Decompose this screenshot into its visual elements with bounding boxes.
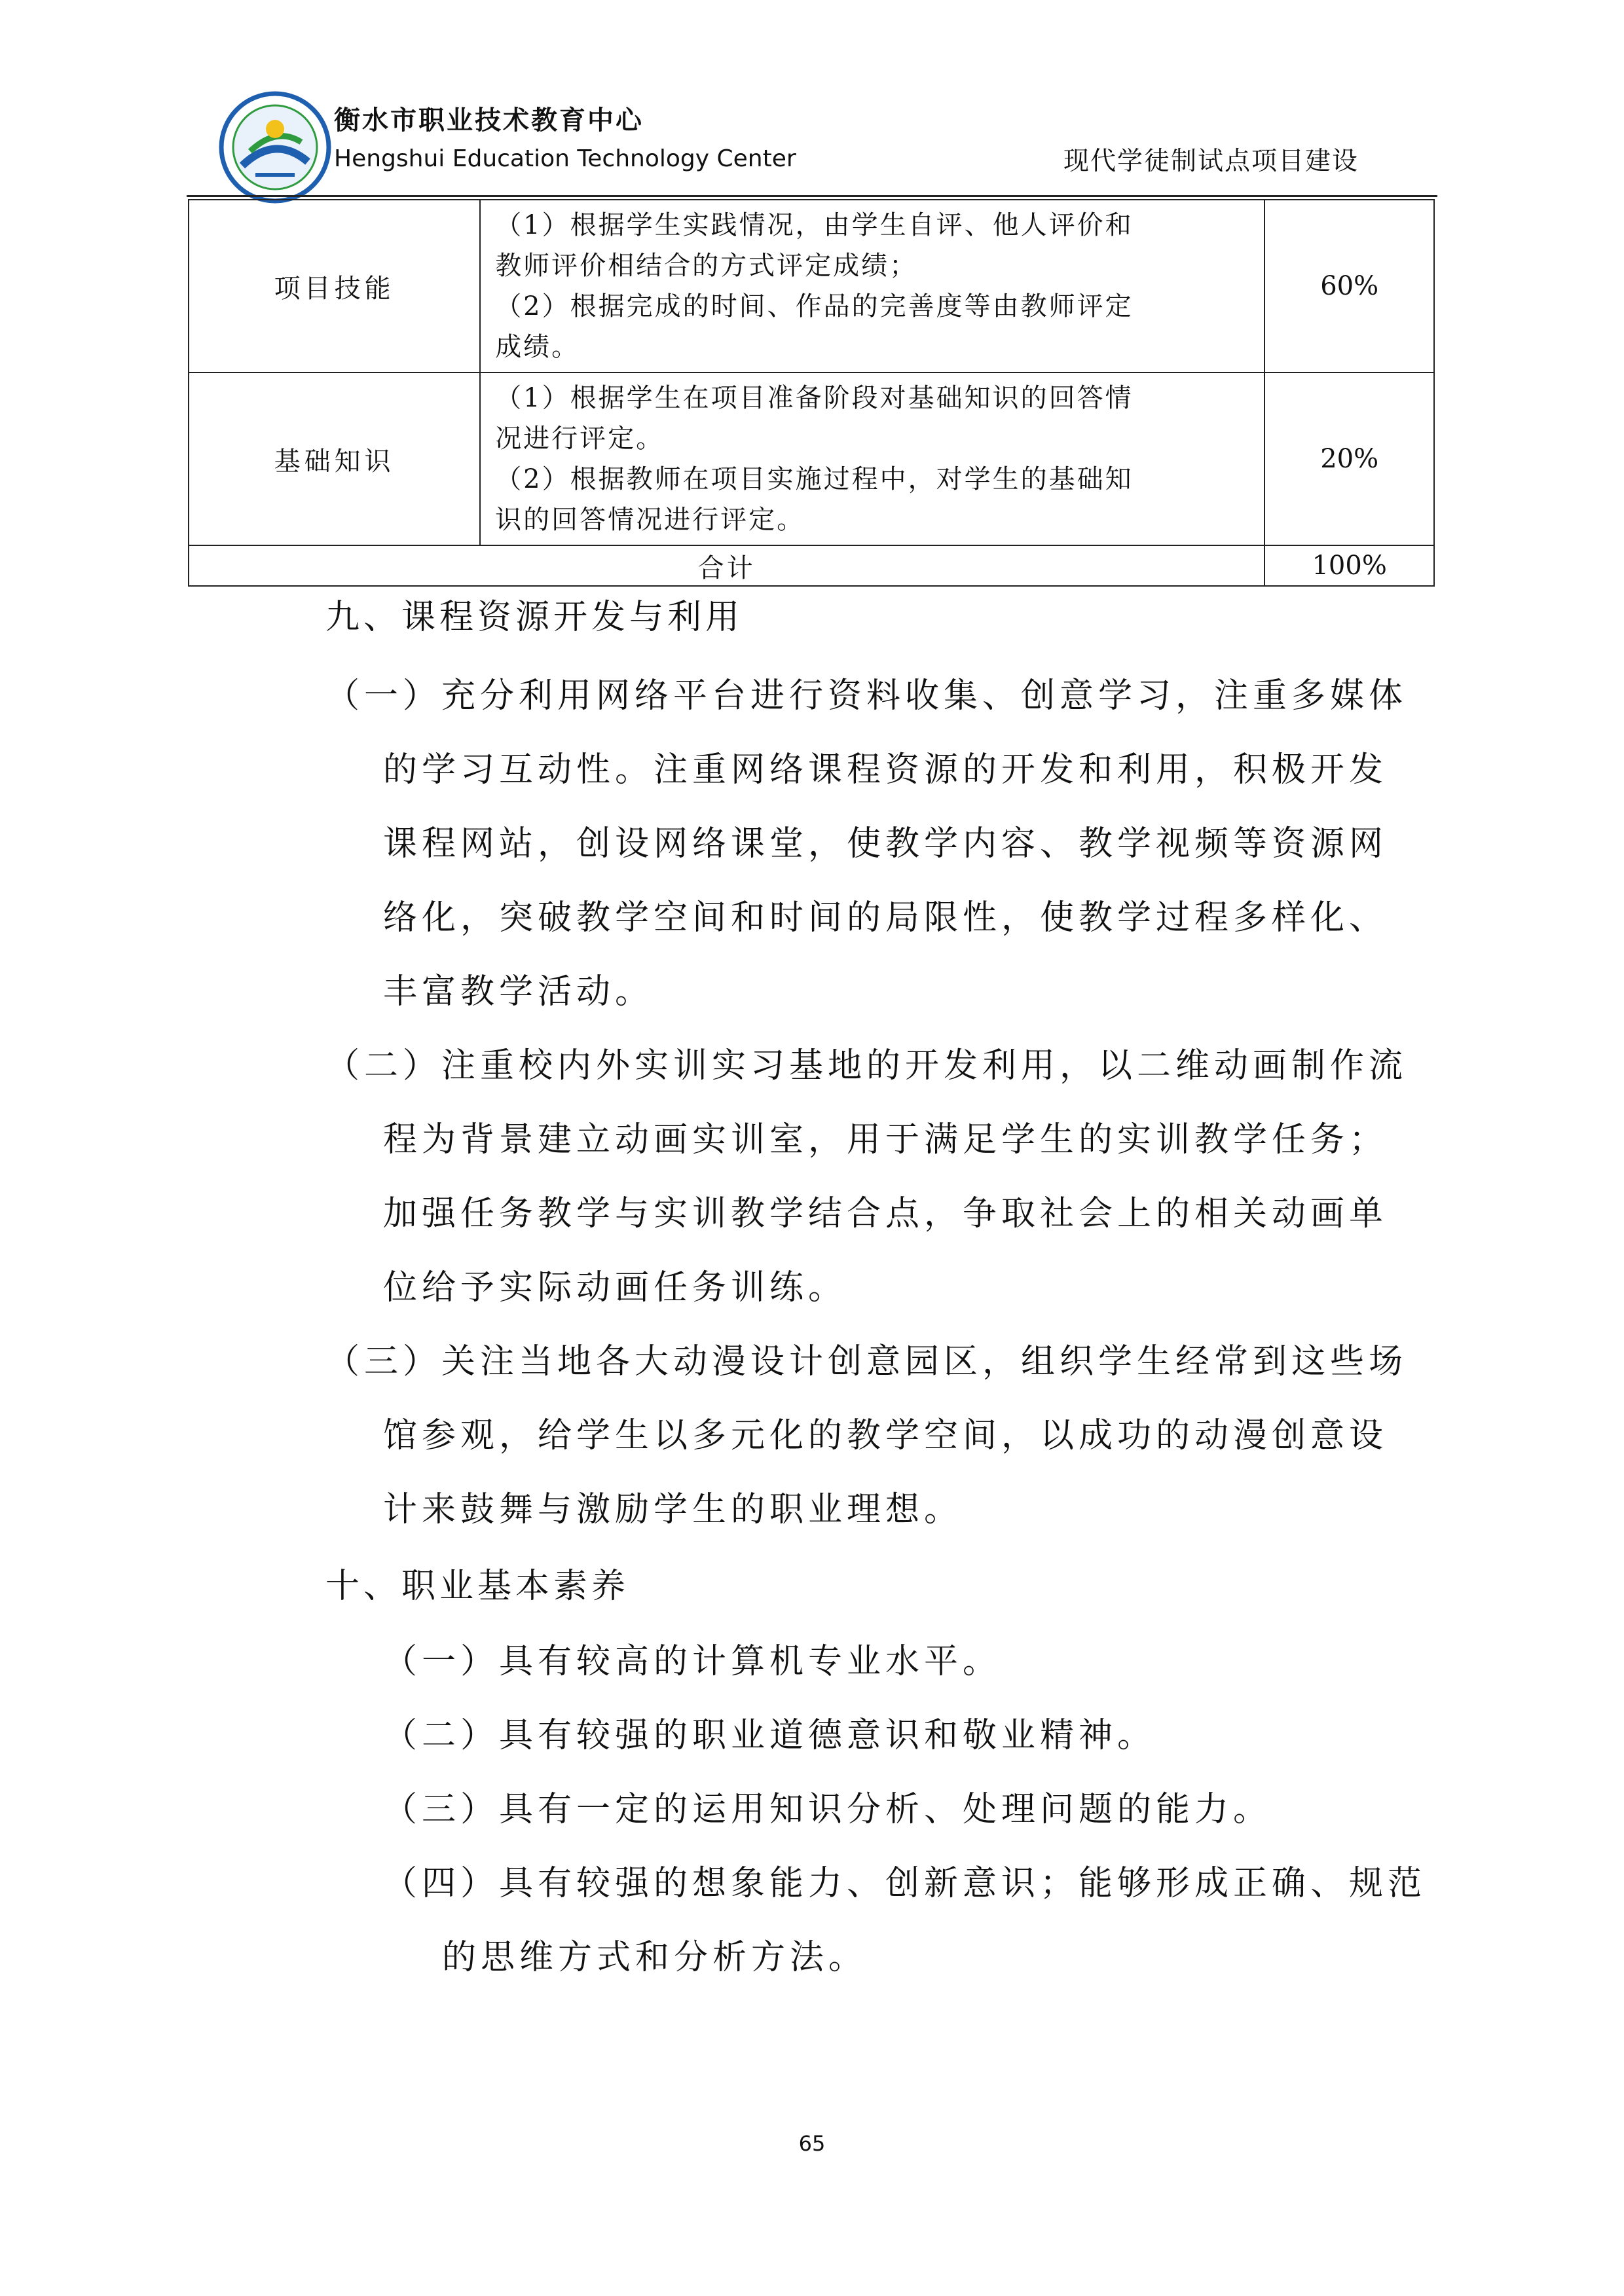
paragraph-line: 程为背景建立动画实训室，用于满足学生的实训教学任务； [383, 1120, 1388, 1159]
list-item: （三）具有一定的运用知识分析、处理问题的能力。 [383, 1790, 1272, 1829]
description-cell [480, 373, 1264, 545]
list-item: （四）具有较强的想象能力、创新意识；能够形成正确、规范 [383, 1864, 1427, 1903]
total-value: 100% [1264, 545, 1434, 586]
list-item: （二）具有较强的职业道德意识和敬业精神。 [383, 1716, 1156, 1755]
weight-cell: 20% [1264, 373, 1434, 545]
description-cell [480, 200, 1264, 373]
paragraph-line: 馆参观，给学生以多元化的教学空间，以成功的动漫创意设 [383, 1416, 1388, 1455]
paragraph-line: 加强任务教学与实训教学结合点，争取社会上的相关动画单 [383, 1194, 1388, 1233]
paragraph-line: 丰富教学活动。 [383, 972, 654, 1011]
page-number: 65 [798, 2131, 826, 2156]
description-line: （1）根据学生实践情况，由学生自评、他人评价和 [495, 210, 1134, 240]
item-cell: 项目技能 [189, 200, 480, 373]
description-line: 教师评价相结合的方式评定成绩； [495, 251, 918, 281]
evaluation-table [188, 199, 1435, 587]
section-10-title: 十、职业基本素养 [325, 1567, 630, 1606]
paragraph-line: 络化，突破教学空间和时间的局限性，使教学过程多样化、 [383, 898, 1388, 938]
total-row [189, 545, 1434, 586]
paragraph-line: 课程网站，创设网络课堂，使教学内容、教学视频等资源网 [383, 824, 1388, 864]
paragraph-line: 的学习互动性。注重网络课程资源的开发和利用，积极开发 [383, 750, 1388, 790]
header-divider [187, 195, 1437, 197]
project-title: 现代学徒制试点项目建设 [1063, 147, 1359, 176]
item-cell: 基础知识 [189, 373, 480, 545]
organization-name-en: Hengshui Education Technology Center [334, 145, 796, 172]
school-emblem-icon [216, 88, 334, 206]
list-item-continuation: 的思维方式和分析方法。 [442, 1938, 868, 1977]
paragraph-line: 计来鼓舞与激励学生的职业理想。 [383, 1490, 963, 1529]
organization-name-cn: 衡水市职业技术教育中心 [334, 105, 644, 136]
description-line: （1）根据学生在项目准备阶段对基础知识的回答情 [495, 383, 1134, 413]
paragraph-line: （三）关注当地各大动漫设计创意园区，组织学生经常到这些场 [325, 1342, 1408, 1381]
weight-cell: 60% [1264, 200, 1434, 373]
paragraph-line: （一）充分利用网络平台进行资料收集、创意学习，注重多媒体 [325, 676, 1408, 716]
description-line: 识的回答情况进行评定。 [495, 505, 805, 535]
paragraph-line: （二）注重校内外实训实习基地的开发利用，以二维动画制作流 [325, 1046, 1408, 1085]
description-line: （2）根据教师在项目实施过程中，对学生的基础知 [495, 464, 1134, 494]
paragraph-line: 位给予实际动画任务训练。 [383, 1268, 847, 1307]
list-item: （一）具有较高的计算机专业水平。 [383, 1642, 1002, 1681]
total-label: 合计 [189, 545, 1264, 586]
section-9-title: 九、课程资源开发与利用 [325, 598, 744, 637]
table-row [189, 200, 1434, 373]
table-row [189, 373, 1434, 545]
description-line: 况进行评定。 [495, 424, 665, 454]
description-line: 成绩。 [495, 332, 580, 362]
description-line: （2）根据完成的时间、作品的完善度等由教师评定 [495, 291, 1134, 321]
